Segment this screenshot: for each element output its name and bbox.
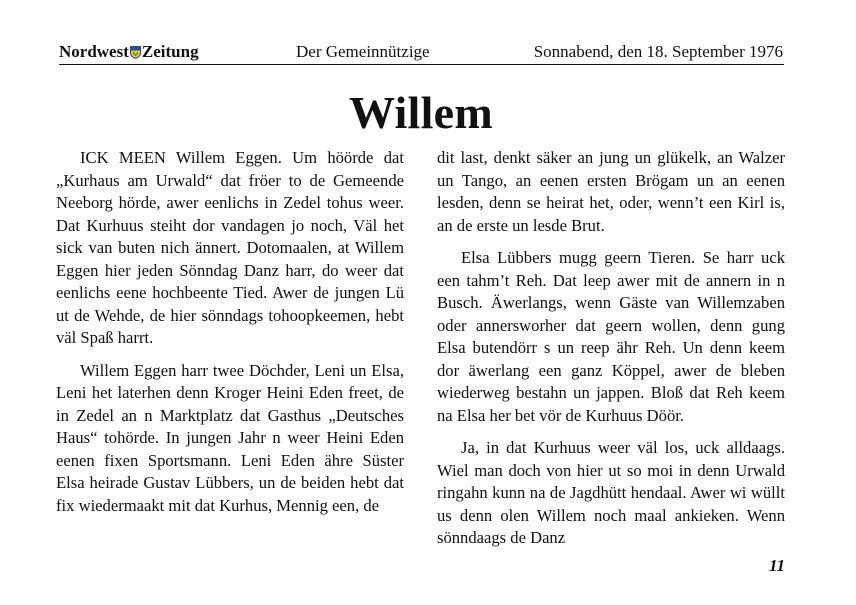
article-paragraph: Elsa Lübbers mugg geern Tieren. Se harr uck een tahm’t Reh. Dat leep awer mit de annern in n Busch. Äwerlangs, wenn Gäste van Willemzaben oder annersworher dat geern wollen, denn gung Elsa butendörr s un reep ähr Reh. Un denn keem dor äwerlang een ganz Köppel, awer de bleben wiederweg bestahn un jappen. Bloß dat Reh keem na Elsa her bet vör de Kurhuus Döör.	[437, 248, 785, 425]
issue-date: Sonnabend, den 18. September 1976	[533, 42, 783, 61]
article-paragraph: Ja, in dat Kurhuus weer väl los, uck alldaags. Wiel man doch von hier ut so moi in denn Urwald ringahn kunn na de Jagdhütt hendaal. Awer wi wüllt us denn olen Willem noch maal ankieken. Wenn sönndaags de Danz	[437, 438, 785, 547]
masthead-name-part1: Nordwest	[59, 42, 129, 61]
article-paragraph: dit last, denkt säker an jung un glükelk, an Walzer un Tango, an eenen ersten Brögam un an eenen lesden, denn se heirat het, oder, wenn’t een Kirl is, an de erste un lesde Brut.	[437, 148, 785, 235]
newspaper-header	[59, 42, 784, 65]
masthead-name-part2: Zeitung	[141, 42, 199, 61]
article-column-right	[437, 147, 785, 560]
article-column-left	[56, 147, 404, 527]
article-paragraph: Willem Eggen harr twee Döchder, Leni un Elsa, Leni het laterhen denn Kroger Heini Eden freet, de in Zedel an n Marktplatz dat Gasthus „Deutsches Haus“ tohörde. In jungen Jahr n weer Heini Eden eenen fixen Sportsmann. Leni Eden ähre Süster Elsa heirade Gustav Lübbers, un de beiden hebt dat fix wiedermaakt mit dat Kurhus, Mennig een, de	[56, 360, 404, 515]
article-paragraph: ICK MEEN Willem Eggen. Um höörde dat „Kurhaus am Urwald“ dat fröer to de Gemeende Neeborg hörde, awer eenlichs in Zedel tohus weer. Dat Kurhuus steiht dor vandagen jo noch, Väl het sick van buten nich ännert. Dotomaalen, at Willem Eggen hier jeden Sönndag Danz harr, do weer dat eenlichs eene hochbeente Tied. Awer de jungen Lü ut de Wehde, de hier sönndags tohoopkeemen, hebt väl Spaß harrt.	[56, 148, 404, 347]
page-number: 11	[768, 556, 785, 575]
coat-of-arms-icon	[130, 46, 141, 59]
masthead	[59, 42, 199, 62]
article-title: Willem	[348, 87, 494, 138]
section-name: Der Gemeinnützige	[296, 42, 430, 61]
